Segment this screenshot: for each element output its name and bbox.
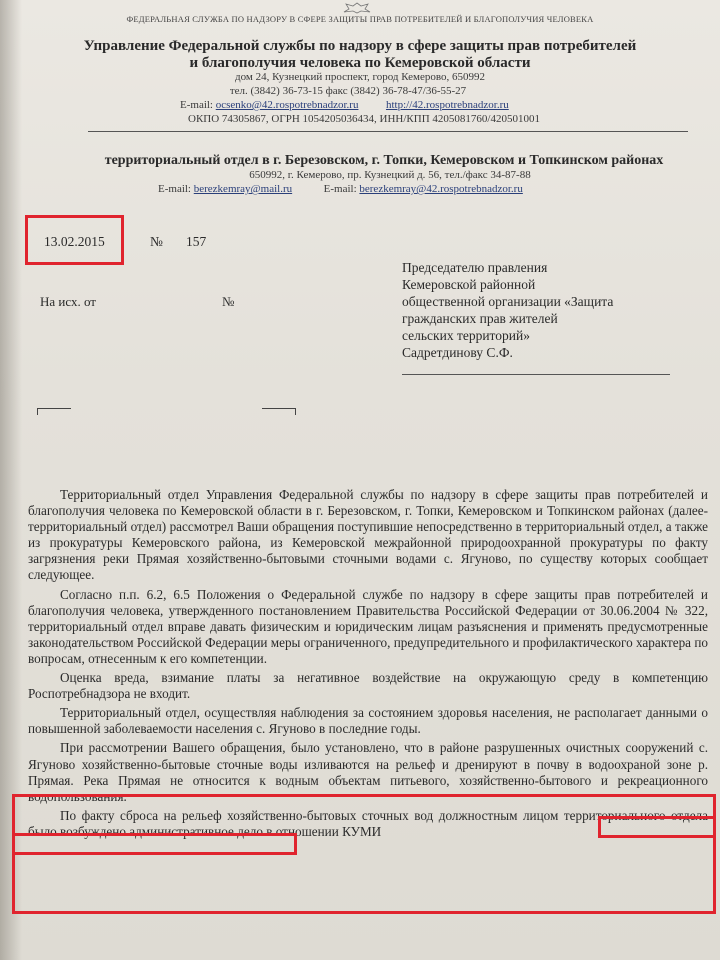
- addressee-line: общественной организации «Защита: [402, 294, 614, 309]
- addressee-line: Кемеровской районной: [402, 277, 536, 292]
- header-divider: [88, 131, 688, 132]
- ref-label: На исх. от: [40, 294, 96, 309]
- emblem-icon: [342, 2, 372, 14]
- corner-mark-right: [262, 408, 296, 415]
- body-paragraph: Территориальный отдел Управления Федеральной службы по надзору в сфере защиты прав потребителей и благополучия человека по Кемеровской области в г. Березовском, г. Топки, Кемеровском и Топкинском районах (далее-территориальный отдел) рассмотрел Ваши обращения поступившие непосредственно в территориальный отдел, а также из прокуратуры Кемеровского района, из Кемеровской межрайонной природоохранной прокуратуры по факту загрязнения реки Прямая хозяйственно-бытовыми сточными водами с. Ягуново, по существу которых сообщает следующее.: [28, 487, 708, 583]
- header-title-line1: Управление Федеральной службы по надзору в сфере защиты прав потребителей: [83, 38, 637, 54]
- header-email-label: E-mail:: [180, 99, 213, 111]
- addressee-line: сельских территорий»: [402, 328, 530, 343]
- department-email-label-2: E-mail:: [323, 183, 357, 195]
- body-paragraph: При рассмотрении Вашего обращения, было установлено, что в районе разрушенных очистных сооружений с. Ягуново хозяйственно-бытовые сточные воды изливаются на рельеф и дренируют в почву в водоохраной зоне р. Прямая. Река Прямая не относится к водным объектам питьевого, хозяйственно-бытового и рекреационного водопользования.: [28, 740, 708, 804]
- department-email-link-2[interactable]: berezkemray@42.rospotrebnadzor.ru: [359, 183, 523, 195]
- body-paragraph: Оценка вреда, взимание платы за негативное воздействие на окружающую среду в компетенцию Роспотребнадзора не входит.: [28, 670, 708, 702]
- drainage-highlight-box: [598, 816, 716, 838]
- body-paragraph: Согласно п.п. 6.2, 6.5 Положения о Федеральной службе по надзору в сфере защиты прав потребителей и благополучия человека, утвержденного постановлением Правительства Российской Федерации от 30.06.2004 № 322, территориальный отдел вправе давать физическим и юридическим лицам разъяснения и применять предусмотренные законодательством Российской Федерации меры ограниченного, предупредительного и профилактического характера по вопросам, отнесенным к его компетенции.: [28, 586, 708, 666]
- header-email-link[interactable]: ocsenko@42.rospotrebnadzor.ru: [215, 99, 359, 111]
- department-email-row: [158, 183, 523, 195]
- letter-body: [28, 487, 708, 843]
- body-paragraph: По факту сброса на рельеф хозяйственно-бытовых сточных вод должностным лицом территориального отдела было возбуждено административное дело в отношении КУМИ: [28, 807, 708, 839]
- corner-mark-left: [37, 408, 71, 415]
- agency-caps: ФЕДЕРАЛЬНАЯ СЛУЖБА ПО НАДЗОРУ В СФЕРЕ ЗАЩИТЫ ПРАВ ПОТРЕБИТЕЛЕЙ И БЛАГОПОЛУЧИЯ ЧЕЛОВЕКА: [126, 14, 594, 24]
- department-email-label-1: E-mail:: [158, 183, 191, 195]
- letter-date: 13.02.2015: [44, 234, 105, 249]
- body-paragraph: Территориальный отдел, осуществляя наблюдения за состоянием здоровья населения, не располагает данными о повышенной заболеваемости населения с. Ягуново в последние годы.: [28, 705, 708, 737]
- department-address: 650992, г. Кемерово, пр. Кузнецкий д. 56, тел./факс 34-87-88: [249, 169, 531, 181]
- header-website-link[interactable]: http://42.rospotrebnadzor.ru: [385, 99, 509, 111]
- header-phones: тел. (3842) 36-73-15 факс (3842) 36-78-47/36-55-27: [229, 85, 467, 97]
- department-email-link-1[interactable]: berezkemray@mail.ru: [193, 183, 293, 195]
- addressee-underline: [402, 374, 670, 375]
- letter-number-label: №: [150, 234, 163, 249]
- addressee-line: Председателю правления: [402, 260, 548, 275]
- ref-number-label: №: [222, 294, 235, 309]
- header-email-row: [180, 99, 509, 111]
- addressee-line: гражданских прав жителей: [402, 311, 558, 326]
- header-codes: ОКПО 74305867, ОГРН 1054205036434, ИНН/КПП 4205081760/420501001: [188, 113, 540, 125]
- water-zone-highlight-box: [12, 833, 297, 855]
- addressee-block: [402, 259, 613, 361]
- letter-number: 157: [186, 234, 207, 249]
- header-address: дом 24, Кузнецкий проспект, город Кемерово, 650992: [235, 71, 485, 83]
- header-title-line2: и благополучия человека по Кемеровской области: [189, 55, 531, 71]
- addressee-line: Садретдинову С.Ф.: [402, 345, 513, 360]
- department-title: территориальный отдел в г. Березовском, г. Топки, Кемеровском и Топкинском районах: [104, 153, 664, 168]
